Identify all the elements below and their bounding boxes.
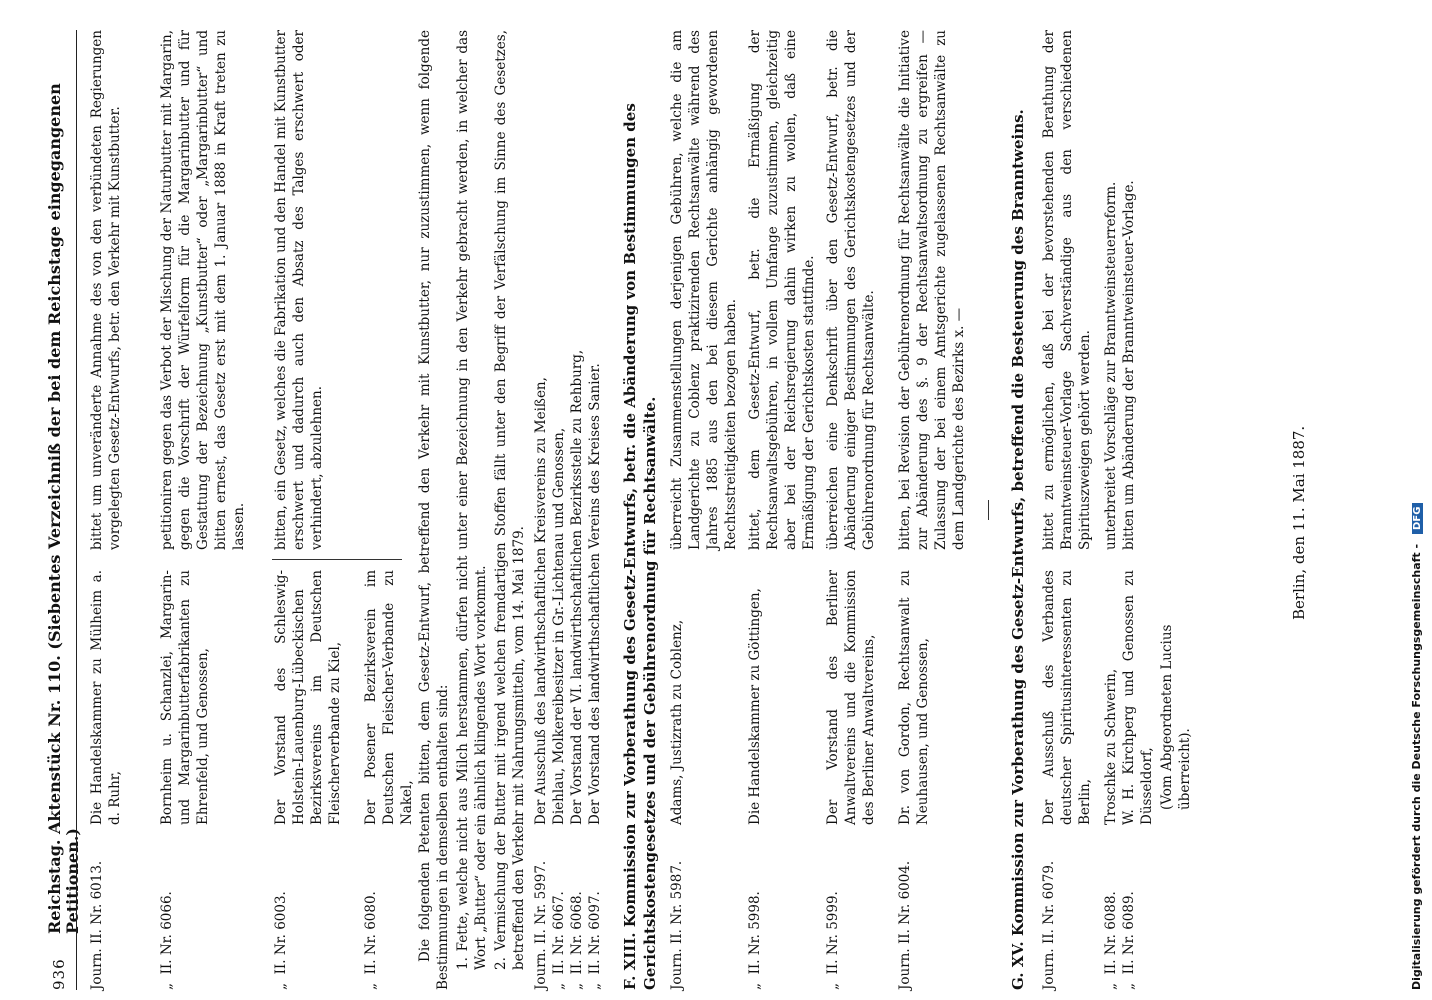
request-text: bittet, dem Gesetz-Entwurf, betr. die Ermäßigung der Rechtsanwaltsgebühren, in vollem Umfange zuzustimmen, gleichzeitig aber bei der Reichsregierung dahin wirken zu wollen, daß eine Ermäßigung der Gerichtskosten stattfinde. — [747, 30, 817, 550]
page-number: 936 — [50, 958, 68, 990]
list-entry — [586, 10, 604, 990]
petitioner: Der Vorstand des landwirthschaftlichen Vereins des Kreises Sanier. — [587, 363, 603, 825]
list-entry — [550, 10, 568, 990]
rotated-document — [40, 10, 1400, 990]
petitioner: Bornheim u. Schanzlei, Margarin- und Margarinbutterfabrikanten zu Ehrenfeld, und Genossen, — [159, 570, 211, 825]
petitioner: Der Vorstand des Berliner Anwaltvereins und die Kommission des Berliner Anwaltvereins, — [825, 570, 877, 825]
request-text: bittet zu ermöglichen, daß bei der bevorstehenden Berathung der Branntweinsteuer-Vorlage Sachverständige aus den verschiedenen Spirituszweigen gehört werden. — [1041, 30, 1093, 550]
petition-entry — [668, 10, 738, 990]
credit-text: Digitalisierung gefördert durch die Deutsche Forschungsgemeinschaft - — [1410, 543, 1423, 990]
petitioner: Die Handelskammer zu Mülheim a. d. Ruhr, — [89, 570, 123, 825]
petitioner: W. H. Kirchperg und Genossen zu Düsseldorf, — [1121, 570, 1155, 825]
note-line: überreicht). — [1177, 728, 1193, 810]
journal-ref: „ II. Nr. 5998. — [747, 891, 763, 990]
petitioner: Troschke zu Schwerin, — [1103, 668, 1119, 825]
digitization-credit — [1410, 0, 1423, 990]
dfg-logo: DFG — [1412, 503, 1423, 534]
request-text: unterbreitet Vorschläge zur Branntweinsteuerreform. — [1103, 181, 1119, 550]
petition-entry — [1120, 10, 1156, 990]
petitioner: Die Handelskammer zu Göttingen, — [747, 588, 763, 825]
journal-ref: Journ. II. Nr. 5997. — [533, 860, 549, 990]
list-entry — [532, 10, 550, 990]
note-line: (Vom Abgeordneten Lucius — [1159, 624, 1175, 810]
petition-entry — [158, 10, 258, 990]
condition-2: 2. Vermischung der Butter mit irgend welchen fremdartigen Stoffen fällt unter den Begriff der Verfälschung im Sinne des Gesetzes, betreffend den Verkehr mit Nahrungsmitteln, vom 14. Mai 1879. — [493, 30, 527, 970]
journal-ref: „ II. Nr. 6003. — [273, 891, 289, 990]
request-text: bitten um Abänderung der Branntweinsteuer-Vorlage. — [1121, 180, 1137, 550]
delegate-note — [1158, 10, 1194, 990]
petitioner: Der Ausschuß des landwirthschaftlichen Kreisvereins zu Meißen, — [533, 377, 549, 825]
intro-paragraph: Die folgenden Petenten bitten, dem Gesetz-Entwurf, betreffend den Verkehr mit Kunstbutter, nur zuzustimmen, wenn folgende Bestimmungen in demselben enthalten sind: — [417, 30, 451, 990]
journal-ref: „ II. Nr. 6066. — [159, 891, 175, 990]
request-text: überreichen eine Denkschrift über den Gesetz-Entwurf, betr. die Abänderung einiger Bestimmungen des Gerichtskostengesetzes und der Gebührenordnung für Rechtsanwälte. — [825, 30, 877, 550]
petition-entry — [272, 10, 342, 990]
journal-ref: Journ. II. Nr. 6079. — [1041, 860, 1057, 990]
petitioner: Der Vorstand der VI. landwirthschaftlichen Bezirksstelle zu Rehburg, — [569, 349, 585, 825]
signature-line: Berlin, den 11. Mai 1887. — [1290, 425, 1308, 620]
petition-entry — [1040, 10, 1094, 990]
journal-ref: „ II. Nr. 6097. — [587, 891, 603, 990]
request-text: petitioniren gegen das Verbot der Mischung der Naturbutter mit Margarin, gegen die Vorschrift der Würfelform für die Margarinbutter und für Gestattung der Bezeichnung „Kunstbutter“ oder „Margarinbutter“ und bitten ernest, das Gesetz erst mit dem 1. Januar 1888 in Kraft treten zu lassen. — [159, 30, 247, 550]
section-f-heading: F. XIII. Kommission zur Vorberathung des Gesetz-Entwurfs, betr. die Abänderung von Bestimmungen des Gerichtskostengesetzes und der Gebührenordnung für Rechtsanwälte. — [621, 103, 659, 990]
journal-ref: „ II. Nr. 6067. — [551, 891, 567, 990]
journal-ref: Journ. II. Nr. 6013. — [89, 860, 105, 990]
journal-ref: „ II. Nr. 6080. — [363, 891, 379, 990]
journal-ref: „ II. Nr. 6068. — [569, 891, 585, 990]
separator-dash — [988, 500, 989, 520]
petition-entry — [362, 10, 415, 990]
petition-entry — [824, 10, 884, 990]
request-text: bitten, bei Revision der Gebührenordnung für Rechtsanwälte die Initiative zur Abänderung des §. 9 der Rechtsanwaltsordnung zu ergreifen — Zulassung der bei einem Amtsgerichte zugelassenen Rechtsanwälte zu dem Landgerichte des Bezirks x. — — [897, 30, 967, 550]
petitioner: Adams, Justizrath zu Coblenz, — [669, 619, 685, 825]
journal-ref: „ II. Nr. 5999. — [825, 891, 841, 990]
request-text: bittet um unveränderte Annahme des von den verbündeten Regierungen vorgelegten Gesetz-Entwurfs, betr. den Verkehr mit Kunstbutter. — [89, 30, 123, 550]
list-entry — [568, 10, 586, 990]
petitioner: Der Posener Bezirksverein im Deutschen Fleischer-Verbande zu Nakel, — [363, 570, 415, 825]
petition-entry — [746, 10, 816, 990]
header-rule — [76, 30, 77, 990]
section-g-heading: G. XV. Kommission zur Vorberathung des Gesetz-Entwurfs, betreffend die Besteuerung des Branntweins. — [1009, 109, 1027, 990]
petitioner: Der Vorstand des Schleswig-Holstein-Lauenburg-Lübeckischen Bezirksvereins im Deutschen Fleischerverbande zu Kiel, — [273, 570, 343, 825]
petition-entry — [1102, 10, 1120, 990]
request-text: überreicht Zusammenstellungen derjenigen Gebühren, welche die am Landgerichte zu Coblenz praktizirenden Rechtsanwälte während des Jahres 1885 aus den bei diesem Gerichte anhängig gewordenen Rechtsstreitigkeiten bezogen haben. — [669, 30, 739, 550]
request-text: bitten, ein Gesetz, welches die Fabrikation und den Handel mit Kunstbutter erschwert und dadurch auch den Absatz des Talges erschwert oder verhindert, abzulehnen. — [273, 30, 325, 550]
journal-ref: „ II. Nr. 6089. — [1121, 891, 1137, 990]
petitioner: Diehlau, Molkereibesitzer in Gr.-Lichtenau und Genossen, — [551, 427, 567, 825]
petitioner: Dr. von Gordon, Rechtsanwalt zu Neuhausen, und Genossen, — [897, 570, 931, 825]
journal-ref: Journ. II. Nr. 6004. — [897, 860, 913, 990]
petition-entry — [896, 10, 976, 990]
page-title: Reichstag. Aktenstück Nr. 110. (Siebentes Verzeichniß der bei dem Reichstage eingegangenen Petitionen.) — [45, 83, 82, 934]
condition-1: 1. Fette, welche nicht aus Milch herstammen, dürfen nicht unter einer Bezeichnung in den Verkehr gebracht werden, in welcher das Wort „Butter“ oder ein ähnlich klingendes Wort vorkommt. — [455, 30, 489, 970]
journal-ref: „ II. Nr. 6088. — [1103, 891, 1119, 990]
page-header — [40, 10, 80, 990]
petitioner: Der Ausschuß des Verbandes deutscher Spiritusinteressenten zu Berlin, — [1041, 570, 1093, 825]
petition-entry — [88, 10, 148, 990]
journal-ref: Journ. II. Nr. 5987. — [669, 860, 685, 990]
